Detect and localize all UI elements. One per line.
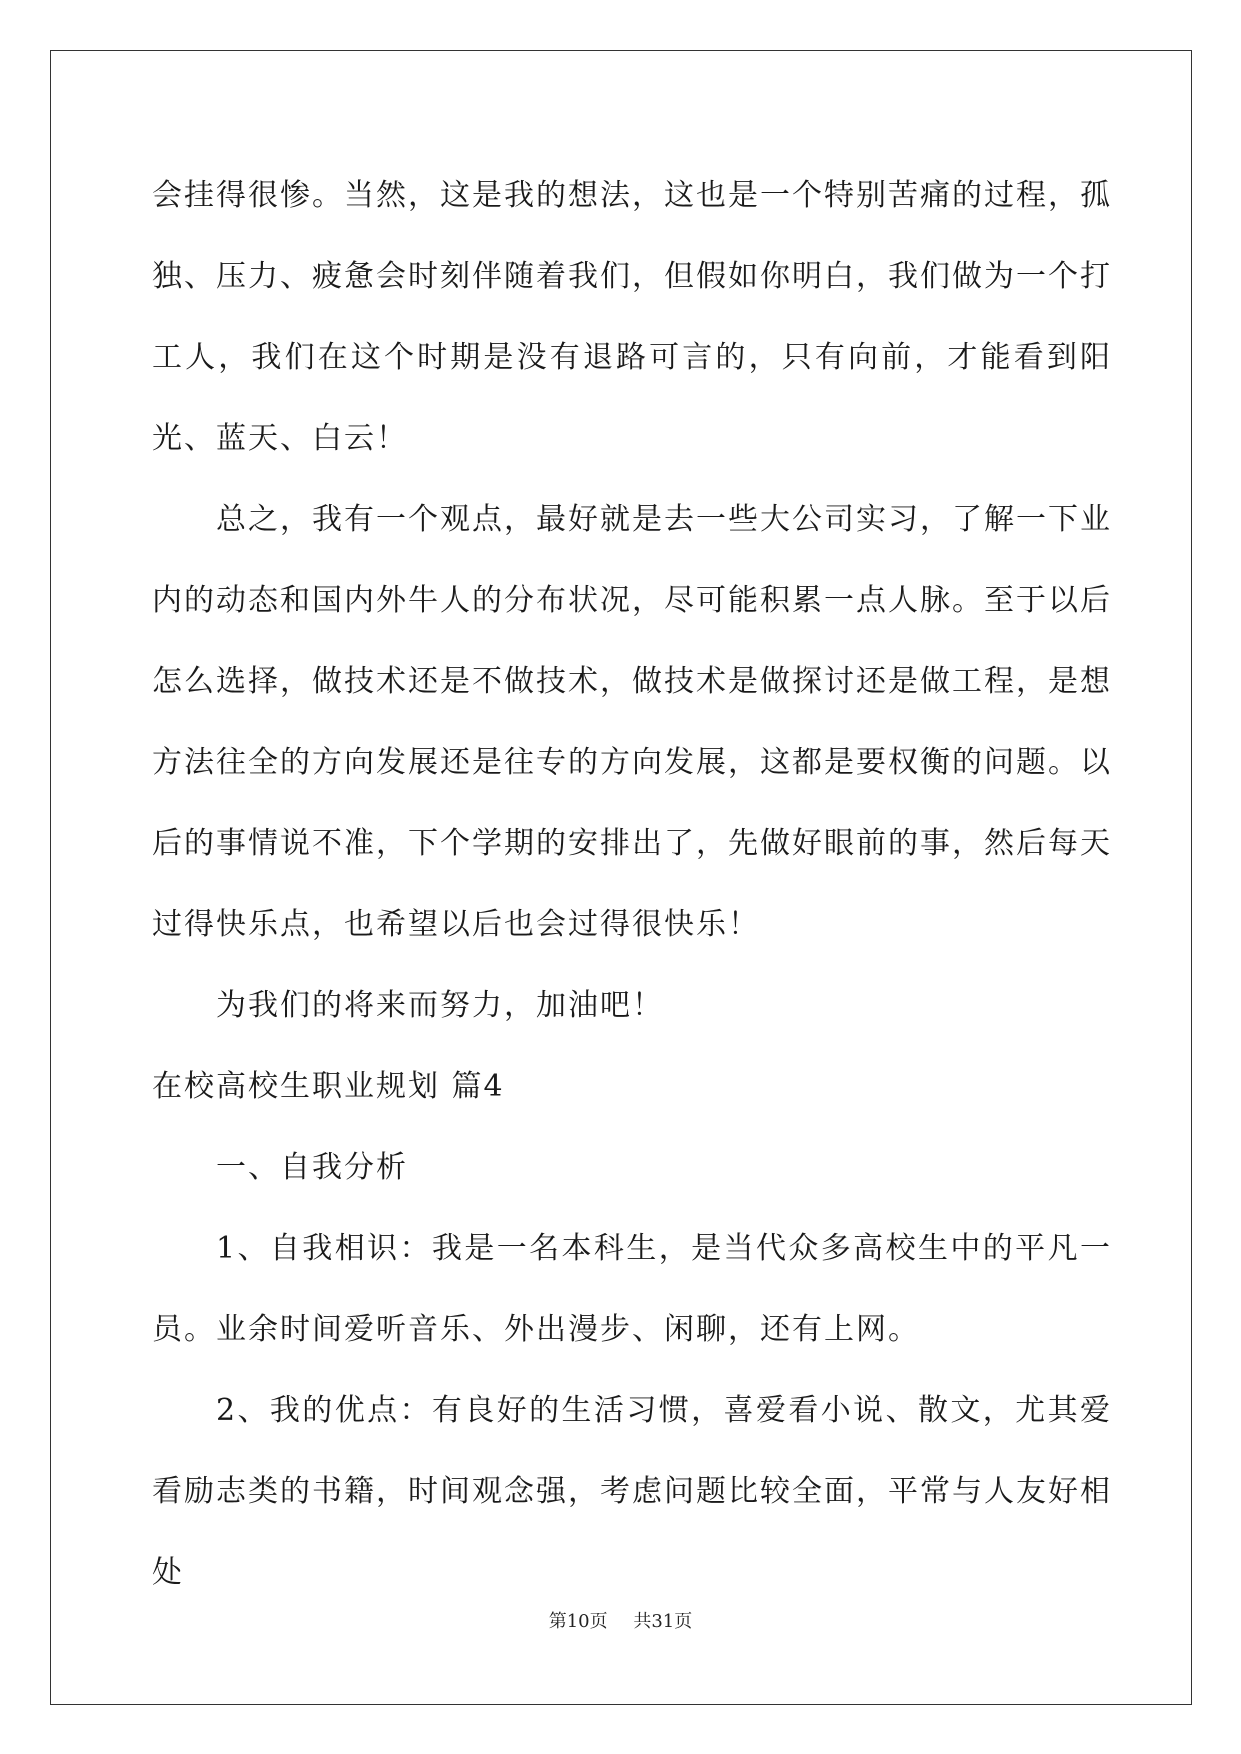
paragraph: 2、我的优点：有良好的生活习惯，喜爱看小说、散文，尤其爱看励志类的书籍，时间观念强，考虑问题比较全面，平常与人友好相处 <box>152 1393 1112 1590</box>
page-total: 共31页 <box>633 1611 693 1632</box>
subheading: 一、自我分析 <box>216 1150 408 1185</box>
section-heading: 在校高校生职业规划 篇4 <box>152 1069 505 1104</box>
paragraph: 总之，我有一个观点，最好就是去一些大公司实习，了解一下业内的动态和国内外牛人的分布状况，尽可能积累一点人脉。至于以后怎么选择，做技术还是不做技术，做技术是做探讨还是做工程，是想方法往全的方向发展还是往专的方向发展，这都是要权衡的问题。以后的事情说不准，下个学期的安排出了，先做好眼前的事，然后每天过得快乐点，也希望以后也会过得很快乐！ <box>152 502 1112 942</box>
paragraph: 会挂得很惨。当然，这是我的想法，这也是一个特别苦痛的过程，孤独、压力、疲惫会时刻伴随着我们，但假如你明白，我们做为一个打工人，我们在这个时期是没有退路可言的，只有向前，才能看到阳光、蓝天、白云！ <box>152 178 1112 456</box>
page-footer <box>0 1607 1241 1633</box>
document-body <box>152 155 1112 1613</box>
page-number: 第10页 <box>548 1611 608 1632</box>
paragraph: 为我们的将来而努力，加油吧！ <box>216 988 664 1023</box>
paragraph: 1、自我相识：我是一名本科生，是当代众多高校生中的平凡一员。业余时间爱听音乐、外出漫步、闲聊，还有上网。 <box>152 1231 1112 1347</box>
